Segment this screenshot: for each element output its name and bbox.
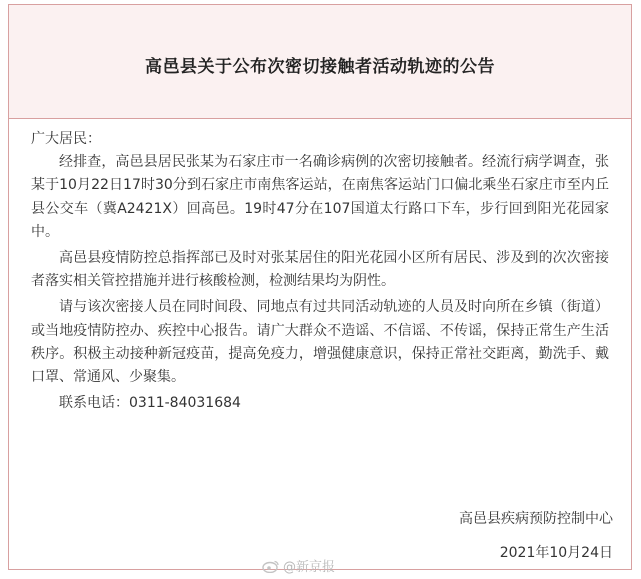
paragraph: 经排查，高邑县居民张某为石家庄市一名确诊病例的次密切接触者。经流行病学调查，张某于10月22日17时30分到石家庄市南焦客运站，在南焦客运站门口偏北乘坐石家庄市至内丘县公交车（冀A2421X）回高邑。19时47分在107国道太行路口下车，步行回到阳光花园家中。 xyxy=(31,154,609,240)
notice-body xyxy=(31,128,609,415)
notice-frame xyxy=(8,4,632,570)
watermark xyxy=(262,556,335,575)
signature-org: 高邑县疾病预防控制中心 xyxy=(459,511,613,527)
signature-date: 2021年10月24日 xyxy=(499,545,613,561)
contact-phone: 联系电话：0311-84031684 xyxy=(59,395,241,412)
paragraph: 请与该次密接人员在同时间段、同地点有过共同活动轨迹的人员及时向所在乡镇（街道）或当地疫情防控办、疾控中心报告。请广大群众不造谣、不信谣、不传谣，保持正常生产生活秩序。积极主动接种新冠疫苗，提高免疫力，增强健康意识，保持正常社交距离，勤洗手、戴口罩、常通风、少聚集。 xyxy=(31,299,609,386)
title-bar xyxy=(9,5,631,119)
notice-title: 高邑县关于公布次密切接触者活动轨迹的公告 xyxy=(145,57,495,77)
watermark-text: @新京报 xyxy=(283,560,336,575)
weibo-icon xyxy=(262,559,280,573)
greeting: 广大居民： xyxy=(31,131,101,147)
paragraph: 高邑县疫情防控总指挥部已及时对张某居住的阳光花园小区所有居民、涉及到的次次密接者落实相关管控措施并进行核酸检测，检测结果均为阴性。 xyxy=(31,250,609,290)
